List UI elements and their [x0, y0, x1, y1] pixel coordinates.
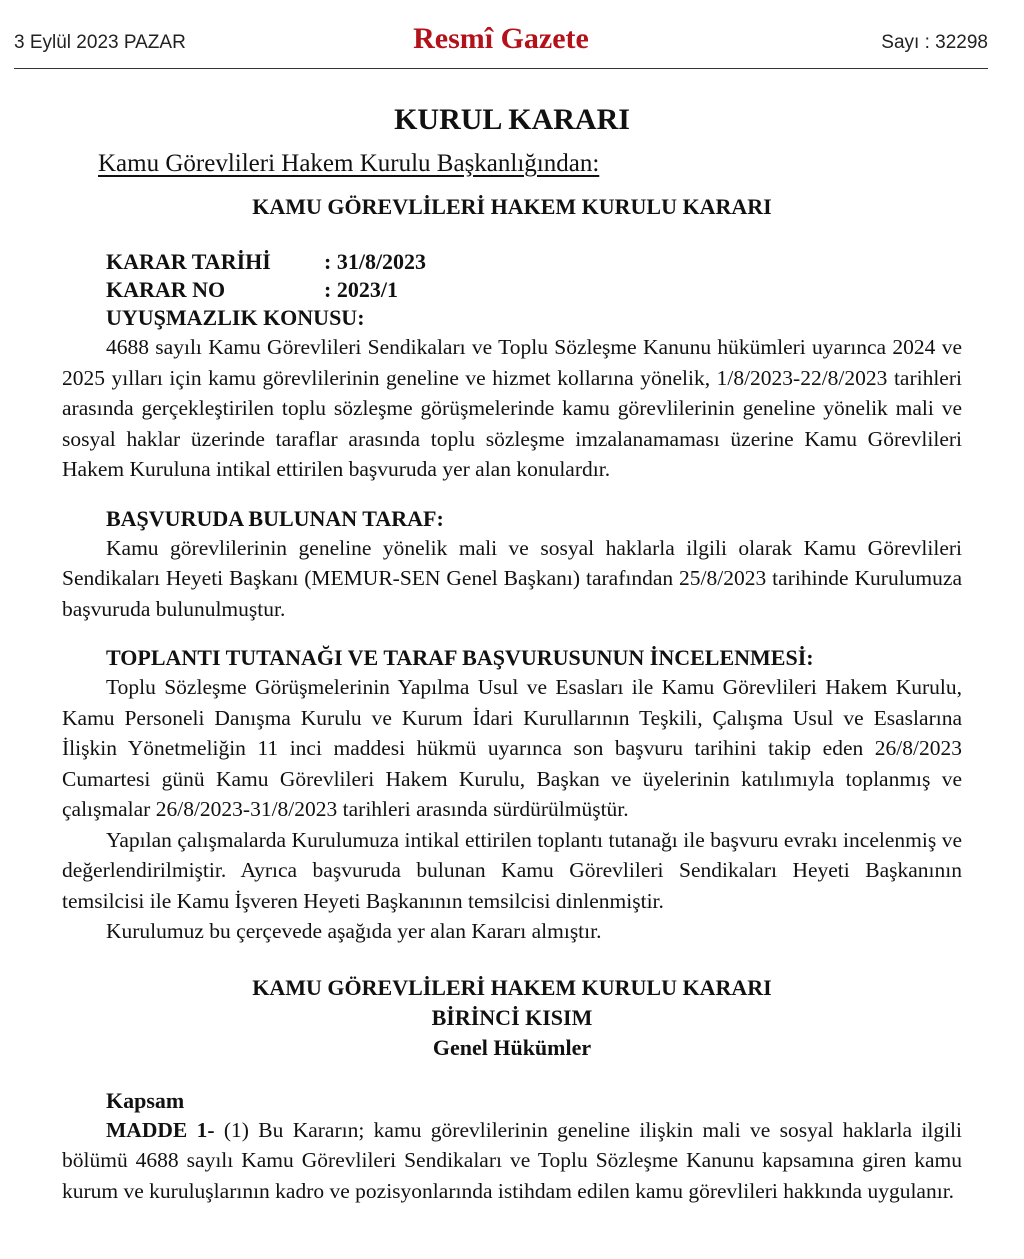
decision-heading: KAMU GÖREVLİLERİ HAKEM KURULU KARARI — [252, 194, 772, 219]
applicant-heading: BAŞVURUDA BULUNAN TARAF: — [106, 505, 444, 531]
review-paragraph-1: Toplu Sözleşme Görüşmelerinin Yapılma Usul ve Esasları ile Kamu Görevlileri Hakem Kurulu, Kamu Personeli Danışma Kurulu ve Kurum İdari Kurullarının Teşkili, Çalışma Usul ve Esaslarına İlişkin Yönetmeliğin 11 inci maddesi hükmü uyarınca son başvuru tarihini takip eden 26/8/2023 Cumartesi günü Kamu Görevlileri Hakem Kurulu, Başkan ve üyelerinin katılımıyla toplanmış ve çalışmalar 26/8/2023-31/8/2023 tarihleri arasında sürdürülmüştür. — [62, 675, 962, 821]
scope-heading: Kapsam — [106, 1087, 185, 1113]
article-1-label: MADDE 1- — [106, 1117, 215, 1142]
review-paragraph-2: Yapılan çalışmalarda Kurulumuza intikal ettirilen toplantı tutanağı ile başvuru evrakı incelenmiş ve değerlendirilmiştir. Ayrıca başvuruda bulunan Kamu Görevlileri Sendikaları Heyeti Başkanının temsilcisi ile Kamu İşveren Heyeti Başkanının temsilcisi dinlenmiştir. — [62, 827, 962, 913]
gazette-header — [14, 22, 988, 69]
review-paragraph-3: Kurulumuz bu çerçevede aşağıda yer alan Kararı almıştır. — [106, 919, 602, 943]
decision-date-label: KARAR TARİHİ — [106, 249, 271, 274]
issue-date: 3 Eylül 2023 PAZAR — [14, 32, 186, 53]
general-provisions-heading: Genel Hükümler — [432, 1034, 592, 1060]
issuing-authority: Kamu Görevlileri Hakem Kurulu Başkanlığından: — [98, 150, 600, 177]
applicant-paragraph: Kamu görevlilerinin geneline yönelik mali ve sosyal haklarla ilgili olarak Kamu Görevlileri Sendikaları Heyeti Başkanı (MEMUR-SEN Genel Başkanı) tarafından 25/8/2023 tarihinde Kurulumuza başvuruda bulunulmuştur. — [62, 535, 962, 621]
decision-date-row — [106, 248, 962, 276]
decision-no-value: : 2023/1 — [324, 277, 398, 302]
issue-number: Sayı : 32298 — [881, 32, 988, 53]
article-1-text: (1) Bu Kararın; kamu görevlilerinin geneline ilişkin mali ve sosyal haklarla ilgili bölümü 4688 sayılı Kamu Görevlileri Sendikaları ve Toplu Sözleşme Kanunu kapsamına giren kamu kurum ve kuruluşlarının kadro ve pozisyonlarında istihdam edilen kamu görevlileri hakkında uygulanır. — [62, 1117, 962, 1203]
review-heading: TOPLANTI TUTANAĞI VE TARAF BAŞVURUSUNUN İNCELENMESİ: — [106, 645, 814, 670]
document-body — [62, 92, 962, 1206]
article-1-paragraph — [62, 1115, 962, 1207]
decision-no-label: KARAR NO — [106, 277, 226, 302]
council-decision-heading: KAMU GÖREVLİLERİ HAKEM KURULU KARARI — [252, 974, 772, 1000]
gazette-brand: Resmî Gazete — [413, 22, 589, 55]
part-heading: BİRİNCİ KISIM — [431, 1004, 593, 1030]
dispute-heading: UYUŞMAZLIK KONUSU: — [106, 305, 365, 330]
decision-no-row — [106, 276, 962, 304]
dispute-paragraph: 4688 sayılı Kamu Görevlileri Sendikaları ve Toplu Sözleşme Kanunu hükümleri uyarınca 2024 ve 2025 yılları için kamu görevlilerinin geneline ve hizmet kollarına yönelik, 1/8/2023-22/8/2023 tarihleri arasında gerçekleştirilen toplu sözleşme görüşmelerinde kamu görevlilerinin geneline yönelik mali ve sosyal haklar üzerinde taraflar arasında toplu sözleşme imzalanamaması üzerine Kamu Görevlileri Hakem Kuruluna intikal ettirilen başvuruda yer alan konulardır. — [62, 335, 962, 481]
document-title: KURUL KARARI — [394, 103, 630, 136]
decision-date-value: : 31/8/2023 — [324, 249, 427, 274]
